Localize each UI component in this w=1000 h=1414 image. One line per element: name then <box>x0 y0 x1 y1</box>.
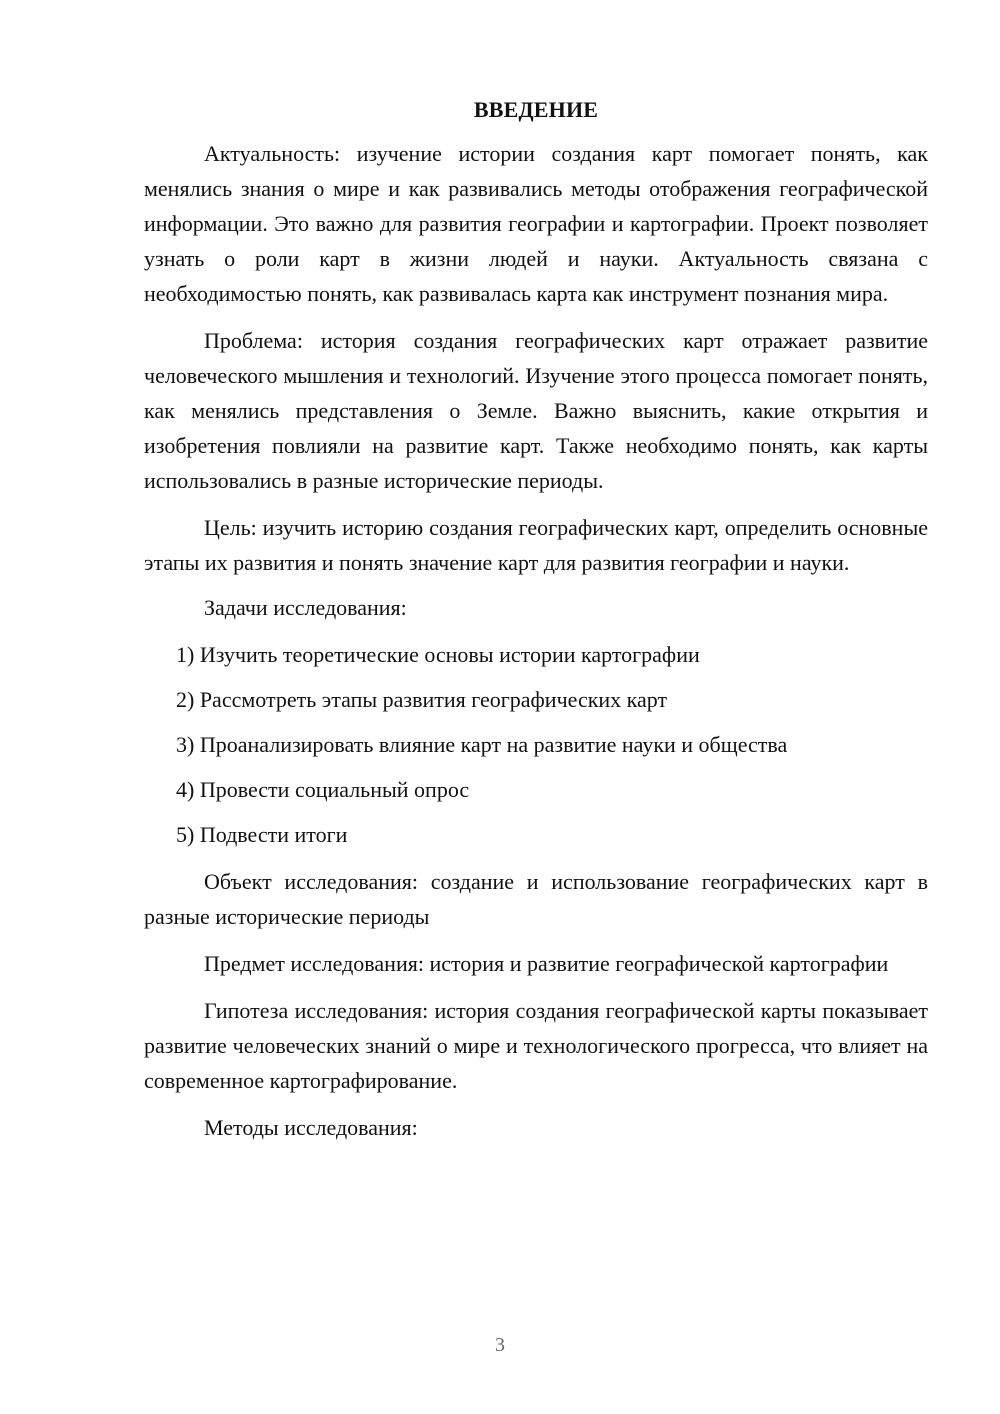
methods-title: Методы исследования: <box>204 1115 418 1140</box>
task-item-3: 3) Проанализировать влияние карт на развитие науки и общества <box>176 732 788 757</box>
subject-paragraph: Предмет исследования: история и развитие географической картографии <box>204 951 889 976</box>
tasks-title: Задачи исследования: <box>204 595 407 620</box>
page-number: 3 <box>495 1334 505 1356</box>
goal-paragraph: Цель: изучить историю создания географических карт, определить основные этапы их развития и понять значение карт для развития географии и науки. <box>144 515 928 575</box>
task-item-1: 1) Изучить теоретические основы истории картографии <box>176 642 700 667</box>
document-content <box>144 96 928 1145</box>
page-heading: ВВЕДЕНИЕ <box>473 97 599 122</box>
task-item-4: 4) Провести социальный опрос <box>176 777 470 802</box>
problem-paragraph: Проблема: история создания географических карт отражает развитие человеческого мышления и технологий. Изучение этого процесса помогает понять, как менялись представления о Земле. Важно выяснить, какие открытия и изобретения повлияли на развитие карт. Также необходимо понять, как карты использовались в разные исторические периоды. <box>144 328 928 493</box>
tasks-list <box>144 637 928 852</box>
task-item-5: 5) Подвести итоги <box>176 822 348 847</box>
object-paragraph: Объект исследования: создание и использование географических карт в разные исторические периоды <box>144 869 928 929</box>
task-item-2: 2) Рассмотреть этапы развития географических карт <box>176 687 668 712</box>
hypothesis-paragraph: Гипотеза исследования: история создания географической карты показывает развитие человеческих знаний о мире и технологического прогресса, что влияет на современное картографирование. <box>144 998 928 1093</box>
relevance-paragraph: Актуальность: изучение истории создания карт помогает понять, как менялись знания о мире и как развивались методы отображения географической информации. Это важно для развития географии и картографии. Проект позволяет узнать о роли карт в жизни людей и науки. Актуальность связана с необходимостью понять, как развивалась карта как инструмент познания мира. <box>144 141 928 306</box>
